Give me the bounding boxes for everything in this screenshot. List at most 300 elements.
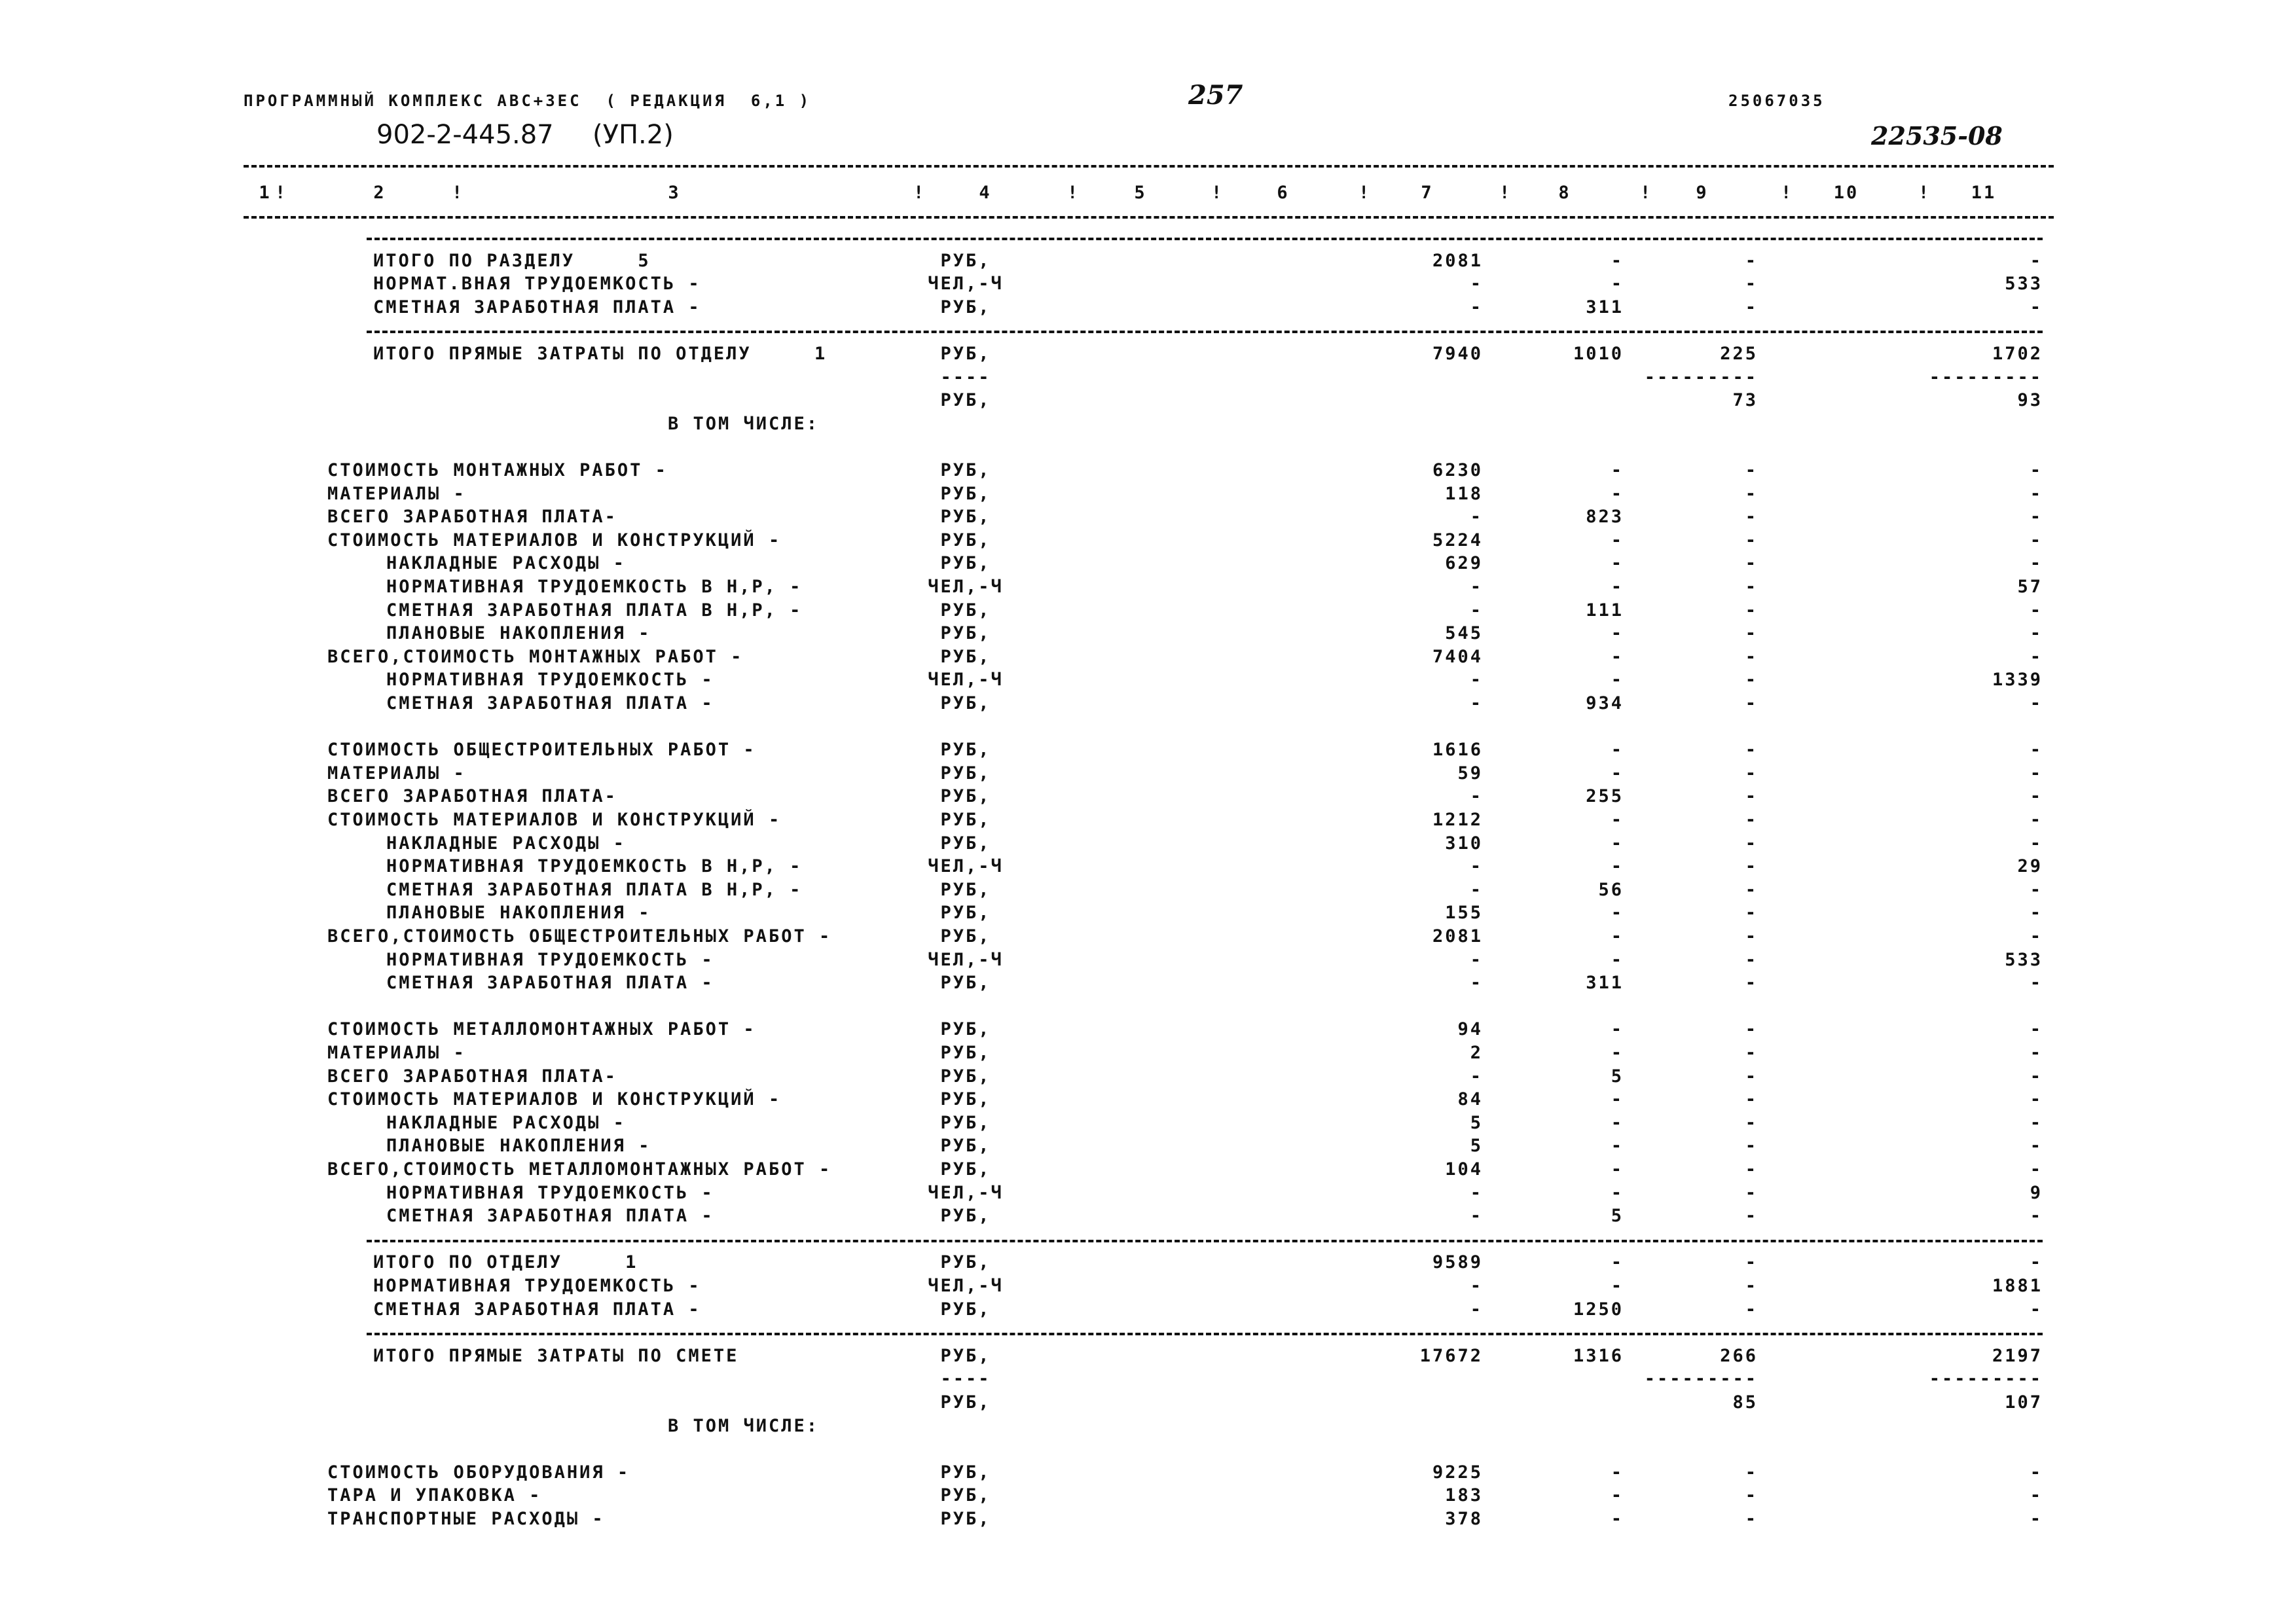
cell-col8: 5 (1611, 1066, 1624, 1087)
unit-cell: РУБ, (940, 1159, 991, 1180)
cell-col11: 2197 (1992, 1345, 2043, 1366)
cell-col8: - (1611, 1136, 1624, 1157)
column-separators: ! (1211, 183, 1224, 203)
cell-col7: 183 (1445, 1485, 1483, 1506)
row-label: ИТОГО ПРЯМЫЕ ЗАТРАТЫ ПО СМЕТЕ (373, 1345, 739, 1366)
cell-col7: - (1470, 577, 1483, 597)
cell-col7: - (1470, 856, 1483, 877)
table-row (0, 1298, 2296, 1322)
row-label: ИТОГО ПО РАЗДЕЛУ 5 (373, 250, 651, 271)
cell-col7: - (1470, 274, 1483, 295)
cell-col9: - (1745, 1509, 1758, 1529)
table-row (0, 692, 2296, 715)
cell-col9: - (1745, 1206, 1758, 1227)
cell-col8: - (1611, 1089, 1624, 1110)
cell-col7: - (1470, 786, 1483, 807)
cell-col9: - (1745, 297, 1758, 317)
table-row (0, 1274, 2296, 1298)
cell-col11: - (2030, 693, 2043, 713)
cell-col9: - (1745, 553, 1758, 574)
cell-col8: - (1611, 810, 1624, 830)
cell-col7: - (1470, 507, 1483, 528)
subheading-label: В ТОМ ЧИСЛЕ: (668, 1415, 820, 1436)
cell-col9: - (1745, 1159, 1758, 1180)
row-label: ТАРА И УПАКОВКА - (327, 1485, 542, 1506)
cell-col8: - (1611, 833, 1624, 854)
unit-cell: РУБ, (940, 390, 991, 411)
unit-cell: РУБ, (940, 1345, 991, 1366)
table-row (0, 808, 2296, 832)
cell-col8: - (1611, 1159, 1624, 1180)
row-label: СМЕТНАЯ ЗАРАБОТНАЯ ПЛАТА - (373, 1299, 701, 1320)
table-row (0, 249, 2296, 273)
cell-col9: - (1745, 973, 1758, 994)
subheading-label: В ТОМ ЧИСЛЕ: (668, 413, 820, 434)
unit-cell: РУБ, (940, 1252, 991, 1273)
table-row (0, 901, 2296, 925)
cell-col8: - (1611, 483, 1624, 504)
table-row (0, 1041, 2296, 1065)
cell-col8: - (1611, 274, 1624, 295)
cell-col11: - (2030, 507, 2043, 528)
cell-col8: 255 (1586, 786, 1624, 807)
row-label: НОРМАТ.ВНАЯ ТРУДОЕМКОСТЬ - (373, 274, 701, 295)
row-label: ВСЕГО ЗАРАБОТНАЯ ПЛАТА- (327, 507, 617, 528)
program-title: ПРОГРАММНЫЙ КОМПЛЕКС АВС+3ЕС ( РЕДАКЦИЯ 6,1 ) (244, 92, 812, 110)
cell-col7: - (1470, 1066, 1483, 1087)
column-number: 9 (1696, 183, 1709, 203)
table-row (0, 1461, 2296, 1485)
unit-cell: РУБ, (940, 926, 991, 947)
unit-cell: РУБ, (940, 1089, 991, 1110)
cell-col7: 59 (1457, 763, 1483, 784)
project-code: 902-2-445.87 (376, 120, 554, 150)
cell-col8: 1316 (1573, 1345, 1624, 1366)
cell-col8: 311 (1586, 297, 1624, 317)
cell-col8: - (1611, 1509, 1624, 1529)
table-row (0, 459, 2296, 482)
unit-cell: РУБ, (940, 1462, 991, 1483)
table-row (0, 552, 2296, 575)
table-row (0, 389, 2296, 412)
row-label: СМЕТНАЯ ЗАРАБОТНАЯ ПЛАТА - (373, 297, 701, 317)
cell-col11: - (2030, 646, 2043, 667)
column-separators: ! (1358, 183, 1372, 203)
row-label: НОРМАТИВНАЯ ТРУДОЕМКОСТЬ - (386, 670, 714, 691)
table-row (0, 645, 2296, 669)
unit-cell: РУБ, (940, 553, 991, 574)
section-rule (367, 1240, 2043, 1242)
cell-col7: 378 (1445, 1509, 1483, 1529)
cell-col8: - (1611, 1276, 1624, 1296)
cell-col9: - (1745, 693, 1758, 713)
unit-cell: ---- (940, 367, 991, 388)
row-label: ПЛАНОВЫЕ НАКОПЛЕНИЯ - (386, 1136, 651, 1157)
cell-col9: - (1745, 1136, 1758, 1157)
unit-cell: РУБ, (940, 623, 991, 644)
cell-col11: - (2030, 483, 2043, 504)
cell-col11: - (2030, 1019, 2043, 1040)
row-label: СТОИМОСТЬ МАТЕРИАЛОВ И КОНСТРУКЦИЙ - (327, 810, 782, 830)
table-row (0, 1111, 2296, 1135)
cell-col9: - (1745, 250, 1758, 271)
unit-cell: РУБ, (940, 1043, 991, 1063)
unit-cell: РУБ, (940, 1019, 991, 1040)
cell-col11: 57 (2017, 577, 2043, 597)
cell-col8: - (1611, 1485, 1624, 1506)
section-rule (367, 1333, 2043, 1335)
cell-col11: 107 (2005, 1392, 2043, 1413)
cell-col7: - (1470, 670, 1483, 691)
row-label: МАТЕРИАЛЫ - (327, 1043, 466, 1063)
cell-col11: 533 (2005, 274, 2043, 295)
column-number: 7 (1421, 183, 1434, 203)
cell-col7: 6230 (1432, 460, 1483, 480)
cell-col11: - (2030, 1485, 2043, 1506)
cell-col7: 9589 (1432, 1252, 1483, 1273)
cell-col8: 311 (1586, 973, 1624, 994)
column-separators: ! (1067, 183, 1080, 203)
cell-col8: - (1611, 763, 1624, 784)
row-label: НОРМАТИВНАЯ ТРУДОЕМКОСТЬ - (386, 1182, 714, 1203)
cell-col8: - (1611, 1182, 1624, 1203)
table-row (0, 948, 2296, 972)
table-row (0, 366, 2296, 389)
cell-col8: 111 (1586, 600, 1624, 621)
cell-col11: - (2030, 903, 2043, 924)
unit-cell: РУБ, (940, 973, 991, 994)
unit-cell: РУБ, (940, 879, 991, 900)
unit-cell: РУБ, (940, 903, 991, 924)
cell-col9: - (1745, 1066, 1758, 1087)
unit-cell: РУБ, (940, 530, 991, 550)
unit-cell: ЧЕЛ,-Ч (928, 1182, 1004, 1203)
cell-col7: - (1470, 1299, 1483, 1320)
cell-col11: - (2030, 926, 2043, 947)
table-row (0, 1507, 2296, 1531)
cell-col11: - (2030, 786, 2043, 807)
table-row (0, 622, 2296, 645)
column-number: 6 (1277, 183, 1290, 203)
cell-col9: - (1745, 1485, 1758, 1506)
table-row (0, 1018, 2296, 1041)
cell-col7: - (1470, 297, 1483, 317)
subheading-row (0, 1415, 2296, 1438)
row-label: СМЕТНАЯ ЗАРАБОТНАЯ ПЛАТА - (386, 1206, 714, 1227)
column-separators: ! (1918, 183, 1931, 203)
column-separators: ! (275, 183, 288, 203)
cell-col11: - (2030, 297, 2043, 317)
cell-col8: 1250 (1573, 1299, 1624, 1320)
table-row (0, 855, 2296, 878)
cell-col7: 545 (1445, 623, 1483, 644)
unit-cell: РУБ, (940, 1112, 991, 1133)
row-label: НАКЛАДНЫЕ РАСХОДЫ - (386, 553, 626, 574)
unit-cell: РУБ, (940, 833, 991, 854)
column-header-row (0, 181, 2296, 205)
cell-col11: 9 (2030, 1182, 2043, 1203)
cell-col8: - (1611, 856, 1624, 877)
table-row (0, 1182, 2296, 1205)
cell-col7: - (1470, 1276, 1483, 1296)
header-top-rule (244, 165, 2054, 168)
cell-col9: - (1745, 507, 1758, 528)
column-number: 4 (979, 183, 992, 203)
cell-col7: 5 (1470, 1112, 1483, 1133)
table-row (0, 1204, 2296, 1228)
table-row (0, 738, 2296, 762)
unit-cell: ---- (940, 1369, 991, 1390)
cell-col11: - (2030, 553, 2043, 574)
table-row (0, 1134, 2296, 1158)
section-rule (367, 238, 2043, 240)
cell-col9: - (1745, 577, 1758, 597)
row-label: ПЛАНОВЫЕ НАКОПЛЕНИЯ - (386, 903, 651, 924)
cell-col8: - (1611, 646, 1624, 667)
unit-cell: РУБ, (940, 763, 991, 784)
column-separators: ! (1781, 183, 1794, 203)
cell-col8: - (1611, 740, 1624, 761)
cell-col7: 84 (1457, 1089, 1483, 1110)
unit-cell: РУБ, (940, 646, 991, 667)
row-label: НОРМАТИВНАЯ ТРУДОЕМКОСТЬ В Н,Р, - (386, 856, 803, 877)
unit-cell: ЧЕЛ,-Ч (928, 577, 1004, 597)
table-row (0, 762, 2296, 785)
cell-col8: - (1611, 1462, 1624, 1483)
cell-col9: - (1745, 856, 1758, 877)
row-label: СМЕТНАЯ ЗАРАБОТНАЯ ПЛАТА - (386, 693, 714, 713)
unit-cell: РУБ, (940, 1206, 991, 1227)
cell-col8: - (1611, 623, 1624, 644)
cell-col11: 29 (2017, 856, 2043, 877)
cell-col11: - (2030, 600, 2043, 621)
cell-col11: --------- (1929, 1369, 2043, 1390)
document-code: 25067035 (1728, 92, 1825, 110)
album-label: (УП.2) (592, 120, 674, 150)
cell-col11: 93 (2017, 390, 2043, 411)
table-row (0, 878, 2296, 902)
cell-col11: - (2030, 460, 2043, 480)
section-rule (367, 331, 2043, 333)
unit-cell: ЧЕЛ,-Ч (928, 1276, 1004, 1296)
row-label: СТОИМОСТЬ ОБЩЕСТРОИТЕЛЬНЫХ РАБОТ - (327, 740, 756, 761)
cell-col7: 2 (1470, 1043, 1483, 1063)
cell-col9: - (1745, 926, 1758, 947)
table-row (0, 668, 2296, 692)
cell-col9: - (1745, 1019, 1758, 1040)
cell-col7: - (1470, 1206, 1483, 1227)
column-number: 5 (1134, 183, 1147, 203)
row-label: СТОИМОСТЬ МАТЕРИАЛОВ И КОНСТРУКЦИЙ - (327, 530, 782, 550)
cell-col9: --------- (1644, 1369, 1758, 1390)
cell-col7: - (1470, 600, 1483, 621)
cell-col11: - (2030, 1252, 2043, 1273)
unit-cell: РУБ, (940, 786, 991, 807)
row-label: СТОИМОСТЬ МОНТАЖНЫХ РАБОТ - (327, 460, 668, 480)
row-label: ТРАНСПОРТНЫЕ РАСХОДЫ - (327, 1509, 605, 1529)
unit-cell: ЧЕЛ,-Ч (928, 949, 1004, 970)
cell-col9: - (1745, 1182, 1758, 1203)
unit-cell: РУБ, (940, 460, 991, 480)
unit-cell: РУБ, (940, 693, 991, 713)
row-label: ВСЕГО,СТОИМОСТЬ МОНТАЖНЫХ РАБОТ - (327, 646, 744, 667)
table-row (0, 1484, 2296, 1507)
cell-col9: - (1745, 879, 1758, 900)
unit-cell: РУБ, (940, 1136, 991, 1157)
table-row (0, 272, 2296, 296)
cell-col8: - (1611, 949, 1624, 970)
unit-cell: РУБ, (940, 1392, 991, 1413)
cell-col11: - (2030, 1089, 2043, 1110)
table-row (0, 342, 2296, 366)
table-row (0, 1251, 2296, 1274)
cell-col9: - (1745, 1089, 1758, 1110)
cell-col8: 934 (1586, 693, 1624, 713)
cell-col9: - (1745, 600, 1758, 621)
cell-col7: 17672 (1419, 1345, 1483, 1366)
cell-col11: - (2030, 1206, 2043, 1227)
unit-cell: РУБ, (940, 1509, 991, 1529)
unit-cell: РУБ, (940, 507, 991, 528)
cell-col11: 1702 (1992, 344, 2043, 364)
cell-col9: - (1745, 1276, 1758, 1296)
cell-col9: - (1745, 623, 1758, 644)
unit-cell: ЧЕЛ,-Ч (928, 856, 1004, 877)
row-label: СМЕТНАЯ ЗАРАБОТНАЯ ПЛАТА В Н,Р, - (386, 600, 803, 621)
row-label: ВСЕГО,СТОИМОСТЬ ОБЩЕСТРОИТЕЛЬНЫХ РАБОТ - (327, 926, 832, 947)
column-number: 1 (259, 183, 272, 203)
column-separators: ! (1499, 183, 1512, 203)
cell-col11: - (2030, 1136, 2043, 1157)
cell-col9: - (1745, 740, 1758, 761)
unit-cell: РУБ, (940, 483, 991, 504)
cell-col7: 1616 (1432, 740, 1483, 761)
header-bottom-rule (244, 216, 2054, 219)
cell-col8: - (1611, 577, 1624, 597)
row-label: ВСЕГО ЗАРАБОТНАЯ ПЛАТА- (327, 1066, 617, 1087)
cell-col7: 629 (1445, 553, 1483, 574)
cell-col7: 104 (1445, 1159, 1483, 1180)
column-separators: ! (913, 183, 926, 203)
unit-cell: РУБ, (940, 1066, 991, 1087)
table-row (0, 1065, 2296, 1089)
table-row (0, 529, 2296, 552)
cell-col11: --------- (1929, 367, 2043, 388)
column-number: 10 (1833, 183, 1859, 203)
unit-cell: РУБ, (940, 250, 991, 271)
table-row (0, 1088, 2296, 1111)
cell-col9: - (1745, 670, 1758, 691)
cell-col8: - (1611, 903, 1624, 924)
cell-col11: - (2030, 833, 2043, 854)
row-label: ВСЕГО,СТОИМОСТЬ МЕТАЛЛОМОНТАЖНЫХ РАБОТ - (327, 1159, 832, 1180)
column-number: 8 (1558, 183, 1571, 203)
cell-col7: - (1470, 693, 1483, 713)
cell-col8: - (1611, 1043, 1624, 1063)
cell-col9: --------- (1644, 367, 1758, 388)
table-row (0, 505, 2296, 529)
cell-col9: 225 (1720, 344, 1758, 364)
cell-col11: - (2030, 879, 2043, 900)
table-row (0, 1344, 2296, 1368)
cell-col11: - (2030, 1112, 2043, 1133)
cell-col7: 2081 (1432, 926, 1483, 947)
table-row (0, 971, 2296, 995)
column-number: 3 (668, 183, 681, 203)
column-separators: ! (1640, 183, 1653, 203)
sheet-code: 22535-08 (1871, 121, 2003, 151)
cell-col8: - (1611, 1252, 1624, 1273)
cell-col8: - (1611, 926, 1624, 947)
cell-col8: - (1611, 530, 1624, 550)
cell-col7: - (1470, 973, 1483, 994)
cell-col9: - (1745, 274, 1758, 295)
column-number: 2 (373, 183, 386, 203)
unit-cell: РУБ, (940, 600, 991, 621)
row-label: ПЛАНОВЫЕ НАКОПЛЕНИЯ - (386, 623, 651, 644)
unit-cell: ЧЕЛ,-Ч (928, 670, 1004, 691)
cell-col9: - (1745, 833, 1758, 854)
cell-col9: - (1745, 949, 1758, 970)
row-label: МАТЕРИАЛЫ - (327, 483, 466, 504)
table-row (0, 599, 2296, 623)
cell-col7: 5224 (1432, 530, 1483, 550)
row-label: ИТОГО ПРЯМЫЕ ЗАТРАТЫ ПО ОТДЕЛУ 1 (373, 344, 828, 364)
cell-col11: - (2030, 740, 2043, 761)
table-row (0, 1367, 2296, 1391)
cell-col11: - (2030, 250, 2043, 271)
row-label: СТОИМОСТЬ МЕТАЛЛОМОНТАЖНЫХ РАБОТ - (327, 1019, 756, 1040)
unit-cell: РУБ, (940, 1299, 991, 1320)
table-row (0, 785, 2296, 808)
cell-col8: - (1611, 460, 1624, 480)
unit-cell: РУБ, (940, 740, 991, 761)
cell-col11: - (2030, 1043, 2043, 1063)
cell-col11: - (2030, 973, 2043, 994)
cell-col7: - (1470, 1182, 1483, 1203)
row-label: НОРМАТИВНАЯ ТРУДОЕМКОСТЬ - (373, 1276, 701, 1296)
table-row (0, 296, 2296, 319)
row-label: СМЕТНАЯ ЗАРАБОТНАЯ ПЛАТА В Н,Р, - (386, 879, 803, 900)
unit-cell: РУБ, (940, 297, 991, 317)
cell-col8: 1010 (1573, 344, 1624, 364)
cell-col9: - (1745, 460, 1758, 480)
cell-col7: 7404 (1432, 646, 1483, 667)
cell-col9: - (1745, 530, 1758, 550)
cell-col11: 533 (2005, 949, 2043, 970)
unit-cell: ЧЕЛ,-Ч (928, 274, 1004, 295)
cell-col9: - (1745, 1112, 1758, 1133)
column-separators: ! (452, 183, 465, 203)
unit-cell: РУБ, (940, 1485, 991, 1506)
cell-col9: - (1745, 483, 1758, 504)
row-label: СТОИМОСТЬ ОБОРУДОВАНИЯ - (327, 1462, 630, 1483)
table-row (0, 575, 2296, 599)
cell-col8: 5 (1611, 1206, 1624, 1227)
column-number: 11 (1971, 183, 1997, 203)
row-label: МАТЕРИАЛЫ - (327, 763, 466, 784)
cell-col8: - (1611, 1019, 1624, 1040)
cell-col7: - (1470, 949, 1483, 970)
cell-col11: - (2030, 763, 2043, 784)
unit-cell: РУБ, (940, 810, 991, 830)
cell-col11: 1339 (1992, 670, 2043, 691)
cell-col11: - (2030, 810, 2043, 830)
row-label: НАКЛАДНЫЕ РАСХОДЫ - (386, 1112, 626, 1133)
cell-col11: - (2030, 530, 2043, 550)
cell-col8: - (1611, 250, 1624, 271)
cell-col9: - (1745, 810, 1758, 830)
